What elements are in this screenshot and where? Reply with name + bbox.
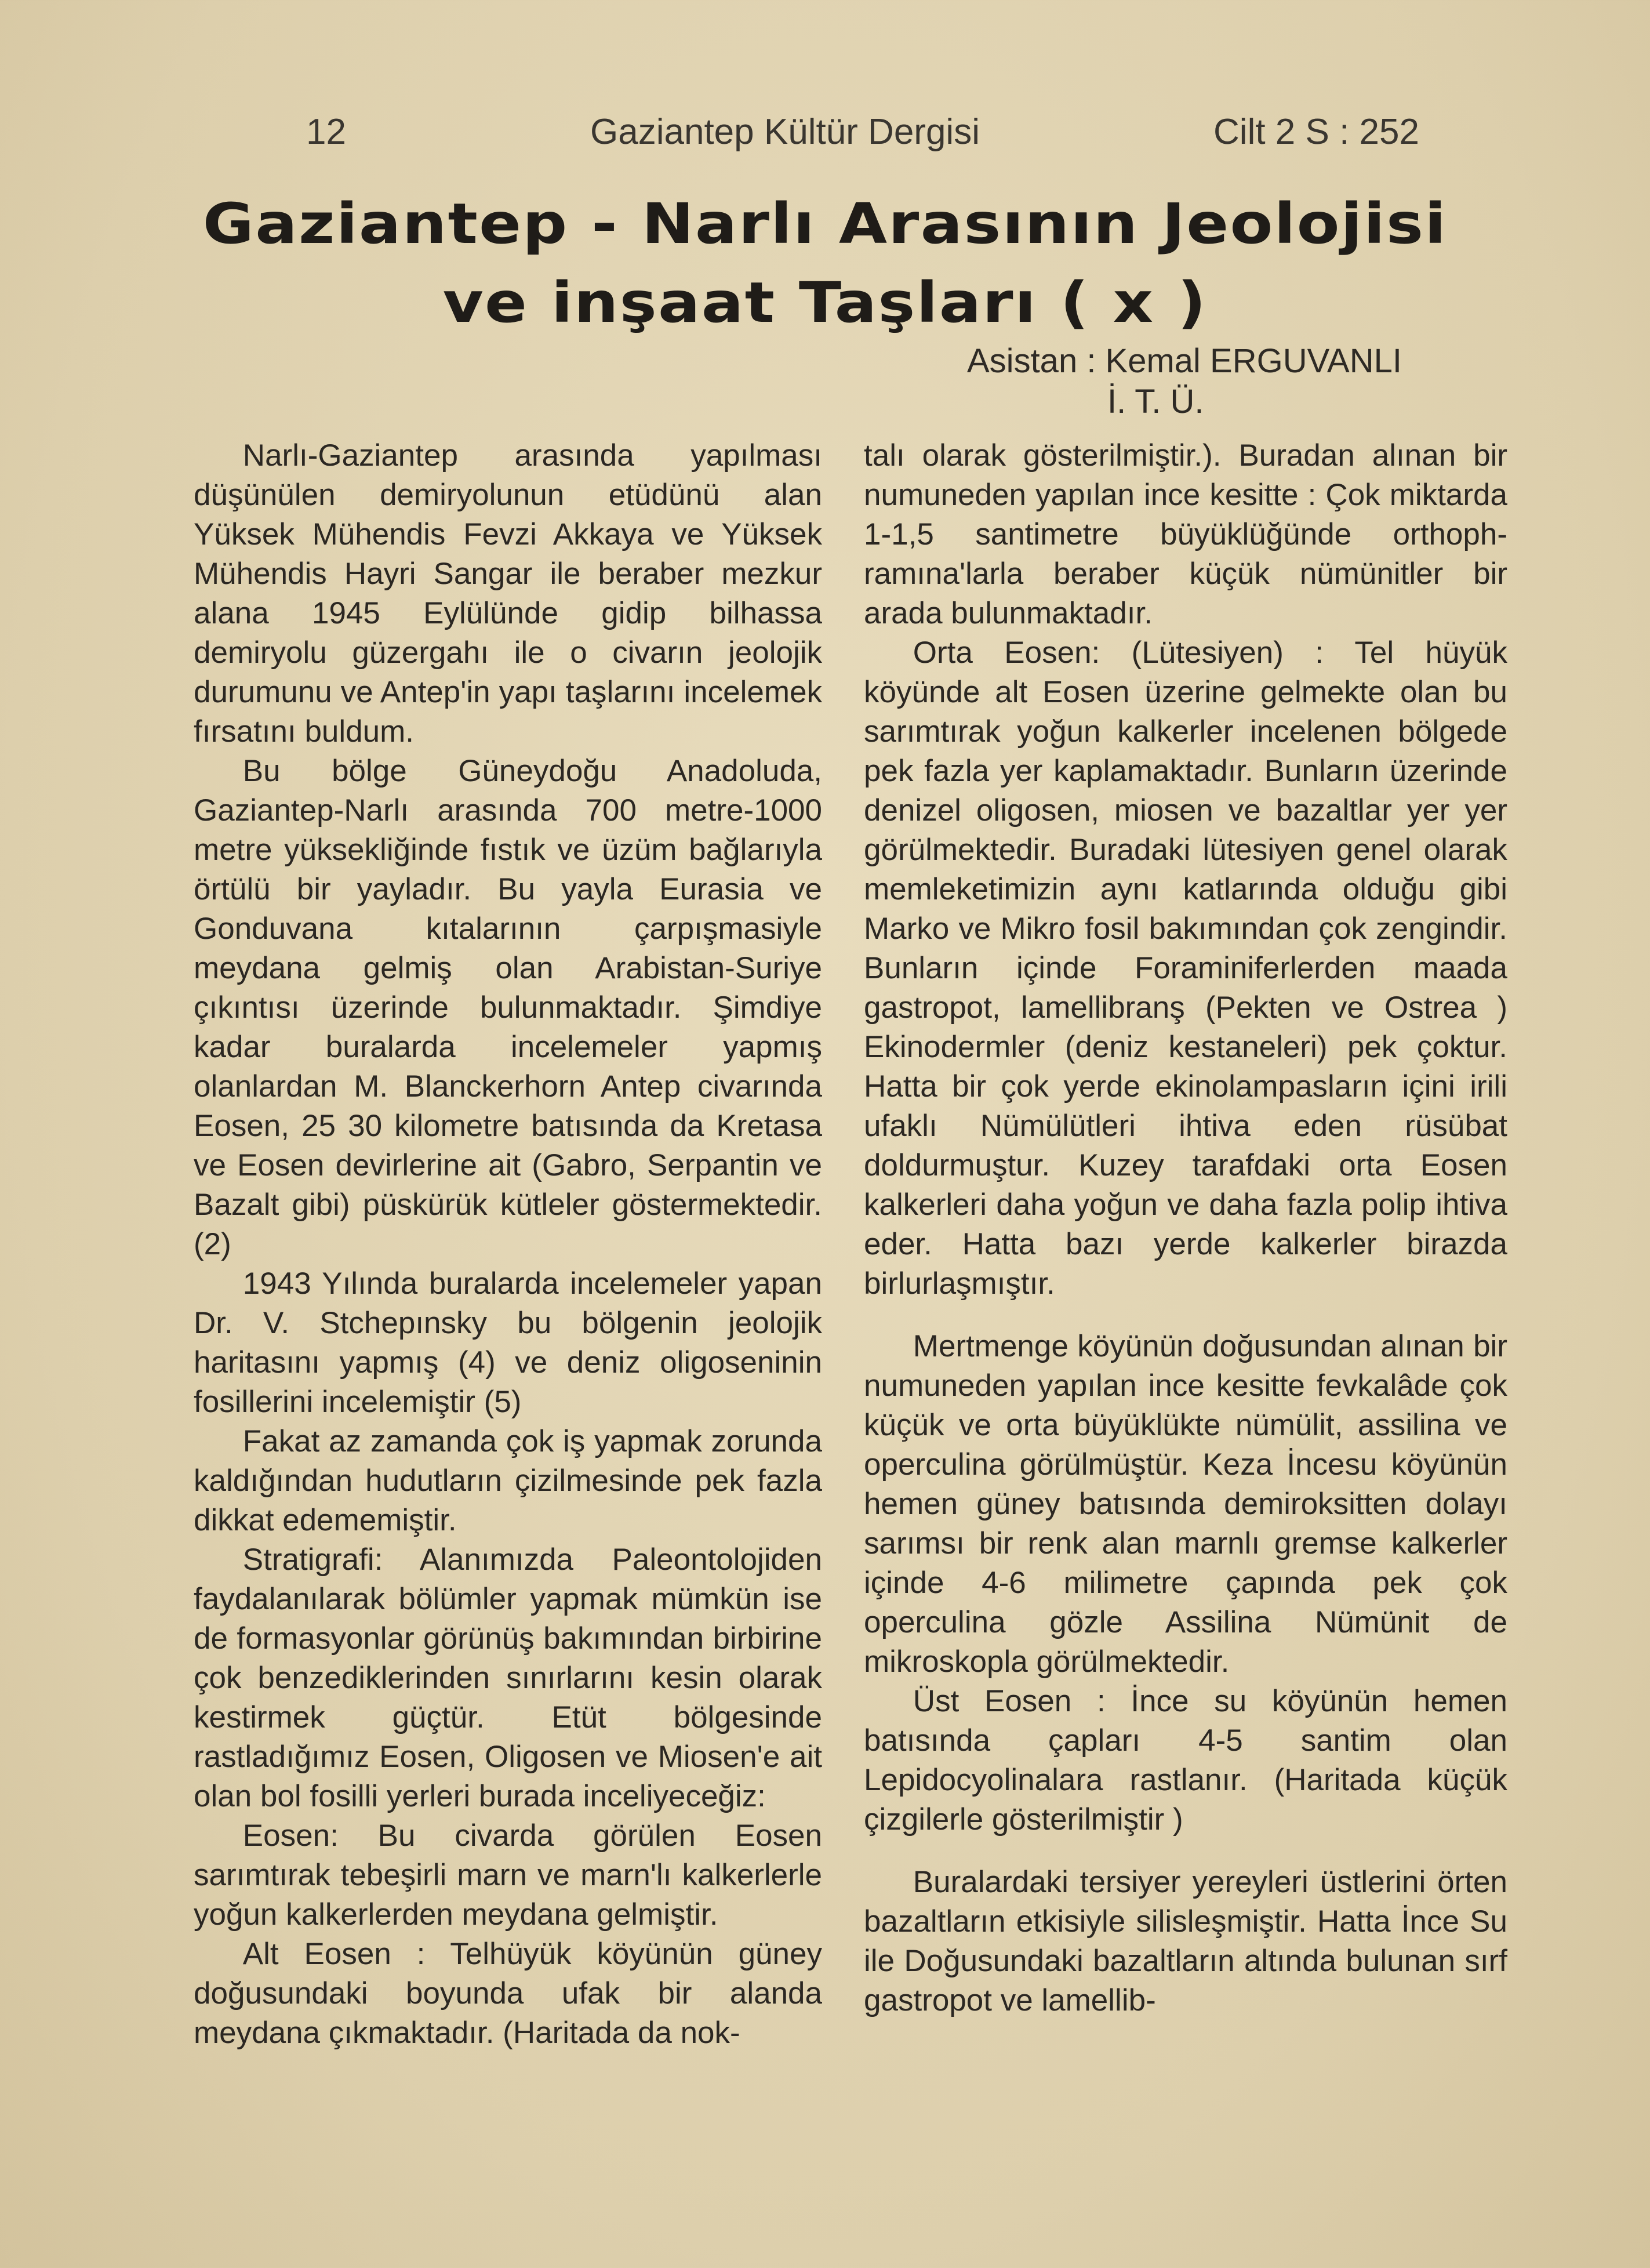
paragraph: Buralardaki tersiyer yereyleri üstlerini örten bazaltların etkisiyle silisleşmiştir. Hatta İnce Su ile Doğusundaki bazaltların altında bulunan sırf gastropot ve lamellib- [864,1865,1507,2017]
left-column [194,436,822,2053]
paragraph: Orta Eosen: (Lütesiyen) : Tel hüyük köyünde alt Eosen üzerine gelmekte olan bu sarımtırak yoğun kalkerler incelenen bölgede pek fazla yer kaplamaktadır. Bunların üzerinde denizel oligosen, miosen ve bazaltlar yer yer görülmektedir. Buradaki lütesiyen genel olarak memleketimizin aynı katlarında olduğu gibi Marko ve Mikro fosil bakımından çok zengindir. Bunların içinde Foraminiferlerden maada gastropot, lamellibranş (Pekten ve Ostrea ) Ekinodermler (deniz kestaneleri) pek çoktur. Hatta bir çok yerde ekinolampasların içini irili ufaklı Nümülütleri ihtiva eden rüsübat doldurmuştur. Kuzey tarafdaki orta Eosen kalkerleri daha yoğun ve daha fazla polip ihtiva eder. Hatta bazı yerde kalkerler birazda birlurlaşmıştır. [864,636,1507,1301]
paragraph: Üst Eosen : İnce su köyünün hemen batısında çapları 4-5 santim olan Lepidocyolinalara rastlanır. (Haritada küçük çizgilerle gösterilmiştir ) [864,1684,1507,1837]
page-number: 12 [306,112,346,152]
issue-number: Cilt 2 S : 252 [1213,112,1419,152]
paragraph: Stratigrafi: Alanımızda Paleontolojiden faydalanılarak bölümler yapmak mümkün ise de formasyonlar görünüş bakımından birbirine çok benzediklerinden sınırlarını kesin olarak kestirmek güçtür. Etüt bölgesinde rastladığımız Eosen, Oligosen ve Miosen'e ait olan bol fosilli yerleri burada inceliyeceğiz: [194,1543,822,1813]
right-column [864,436,1507,2020]
paragraph: talı olarak gösterilmiştir.). Buradan alınan bir numuneden yapılan ince kesitte : Çok miktarda 1-1,5 santimetre büyüklüğünde orthoph-ramına'larla beraber küçük nümünitler bir arada bulunmaktadır. [864,438,1507,630]
journal-name: Gaziantep Kültür Dergisi [590,112,980,152]
paragraph: Bu bölge Güneydoğu Anadoluda, Gaziantep-Narlı arasında 700 metre-1000 metre yüksekliğinde fıstık ve üzüm bağlarıyla örtülü bir yayladır. Bu yayla Eurasia ve Gonduvana kıtalarının çarpışmasiyle meydana gelmiş olan Arabistan-Suriye çıkıntısı üzerinde bulunmaktadır. Şimdiye kadar buralarda incelemeler yapmış olanlardan M. Blanckerhorn Antep civarında Eosen, 25 30 kilometre batısında da Kretasa ve Eosen devirlerine ait (Gabro, Serpantin ve Bazalt gibi) püskürük kütleler göstermektedir. (2) [194,754,822,1261]
page-header [306,111,1419,158]
paragraph: Alt Eosen : Telhüyük köyünün güney doğusundaki boyunda ufak bir alanda meydana çıkmaktadır. (Haritada da nok- [194,1937,822,2050]
author-block [967,341,1402,422]
paragraph: Mertmenge köyünün doğusundan alınan bir numuneden yapılan ince kesitte fevkalâde çok küçük ve orta büyüklükte nümülit, assilina ve operculina görülmüştür. Keza İncesu köyünün hemen güney batısında demiroksitten dolayı sarımsı bir renk alan marnlı gremse kalkerler içinde 4-6 milimetre çapında pek çok operculina gözle Assilina Nümünit de mikroskopla görülmektedir. [864,1329,1507,1679]
author-affiliation: İ. T. Ü. [1107,383,1204,420]
paragraph: 1943 Yılında buralarda incelemeler yapan Dr. V. Stchepınsky bu bölgenin jeolojik haritasını yapmış (4) ve deniz oligoseninin fosillerini incelemiştir (5) [194,1267,822,1419]
paragraph: Narlı-Gaziantep arasında yapılması düşünülen demiryolunun etüdünü alan Yüksek Mühendis Fevzi Akkaya ve Yüksek Mühendis Hayri Sangar ile beraber mezkur alana 1945 Eylülünde gidip bilhassa demiryolu güzergahı ile o civarın jeolojik durumunu ve Antep'in yapı taşlarını incelemek fırsatını buldum. [194,438,822,749]
paragraph: Fakat az zamanda çok iş yapmak zorunda kaldığından hudutların çizilmesinde pek fazla dikkat edememiştir. [194,1424,822,1537]
article-title-line-1: Gaziantep - Narlı Arasının Jeolojisi [202,191,1448,256]
paragraph: Eosen: Bu civarda görülen Eosen sarımtırak tebeşirli marn ve marn'lı kalkerlerle yoğun kalkerlerden meydana gelmiştir. [194,1819,822,1932]
author-name: Asistan : Kemal ERGUVANLI [967,342,1402,380]
article-title-line-2: ve inşaat Taşları ( x ) [442,270,1208,335]
